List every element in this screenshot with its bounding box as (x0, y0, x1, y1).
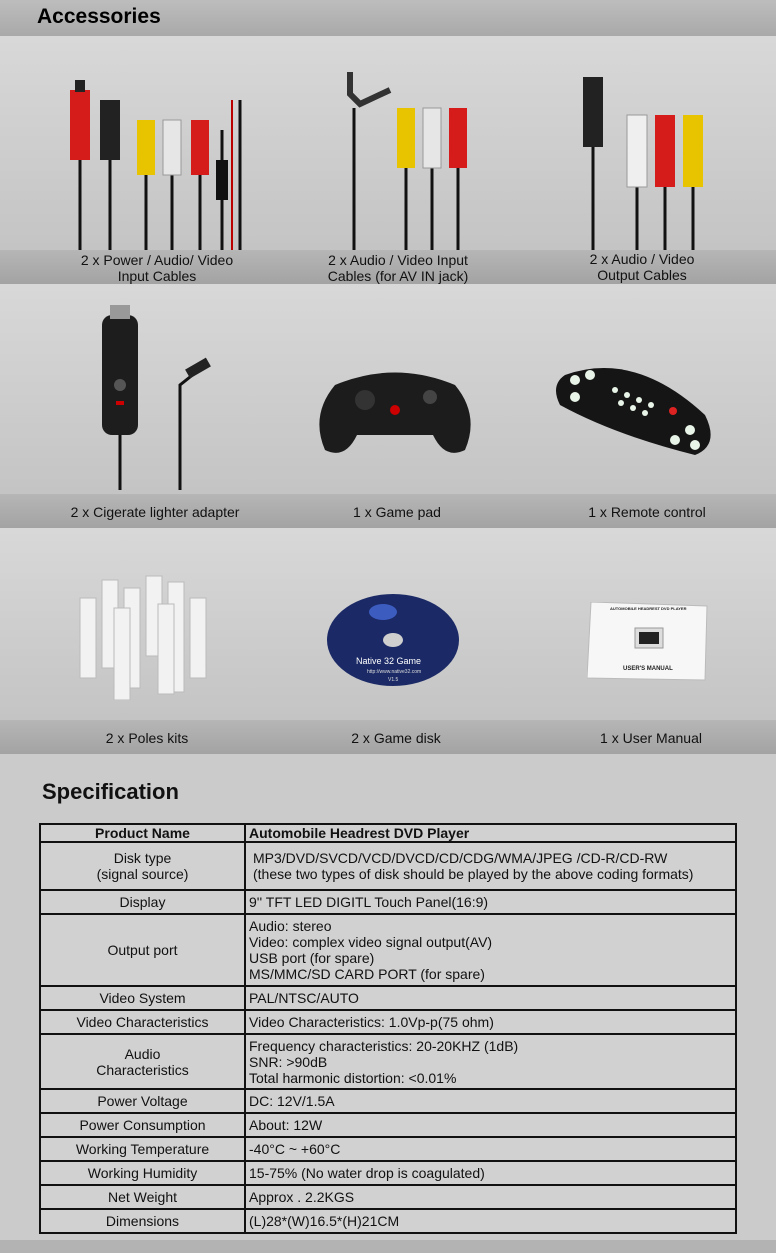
spec-key (40, 842, 245, 890)
caption-line: 2 x Game disk (351, 730, 441, 746)
accessories-title: Accessories (37, 5, 161, 28)
caption-line: 2 x Power / Audio/ Video (80, 252, 234, 268)
spec-value-line: MS/MMC/SD CARD PORT (for spare) (249, 966, 485, 982)
accessories-header (0, 0, 776, 36)
cigarette-adapter-image (90, 305, 220, 490)
bottom-band (0, 1240, 776, 1253)
game-disk-url: http://www.native32.com (367, 669, 422, 675)
spec-value-line: Frequency characteristics: 20-20KHZ (1dB) (249, 1037, 519, 1054)
caption-line: 2 x Poles kits (105, 730, 189, 746)
caption-av-output-cables (532, 251, 752, 283)
spec-row-product-name (40, 824, 736, 842)
power-av-cables-image (60, 70, 260, 250)
spec-value: 9'' TFT LED DIGITL Touch Panel(16:9) (245, 890, 736, 914)
av-input-cables-image (330, 68, 490, 250)
spec-value: -40°C ~ +60°C (245, 1137, 736, 1161)
spec-row-disk-type (40, 842, 736, 890)
spec-row-net-weight (40, 1185, 736, 1209)
spec-key: Power Voltage (40, 1089, 245, 1113)
spec-value: Approx . 2.2KGS (245, 1185, 736, 1209)
caption-line: Cables (for AV IN jack) (327, 268, 469, 284)
caption-line: 1 x Remote control (588, 504, 706, 520)
spec-value-line: Video: complex video signal output(AV) (249, 934, 493, 950)
game-pad-image (315, 355, 475, 460)
caption-line: 1 x User Manual (600, 730, 702, 746)
spec-value-line: MP3/DVD/SVCD/VCD/DVCD/CD/CDG/WMA/JPEG /CD-R/CD-RW (253, 850, 668, 866)
spec-key: Working Temperature (40, 1137, 245, 1161)
spec-value: 15-75% (No water drop is coagulated) (245, 1161, 736, 1185)
caption-cigarette-adapter (45, 504, 265, 520)
user-manual-footer: USER'S MANUAL (623, 666, 673, 672)
spec-key-line: Audio (124, 1045, 161, 1062)
spec-row-audio-characteristics (40, 1034, 736, 1089)
spec-row-dimensions (40, 1209, 736, 1233)
spec-value: DC: 12V/1.5A (245, 1089, 736, 1113)
caption-line: Output Cables (597, 267, 687, 283)
spec-key: Output port (40, 914, 245, 986)
spec-row-output-port (40, 914, 736, 986)
spec-row-video-characteristics (40, 1010, 736, 1034)
spec-row-power-voltage (40, 1089, 736, 1113)
spec-value (245, 842, 736, 890)
spec-key: Display (40, 890, 245, 914)
spec-value-line: (these two types of disk should be played by the above coding formats) (253, 866, 694, 882)
specification-table (39, 823, 737, 1234)
spec-row-working-humidity (40, 1161, 736, 1185)
spec-value (245, 914, 736, 986)
spec-value: PAL/NTSC/AUTO (245, 986, 736, 1010)
spec-row-display (40, 890, 736, 914)
spec-value-line: Total harmonic distortion: <0.01% (249, 1069, 457, 1086)
remote-control-image (555, 355, 720, 465)
caption-av-input-cables (288, 252, 508, 284)
caption-power-av-cables (47, 252, 267, 284)
spec-value-line: SNR: >90dB (249, 1053, 328, 1070)
caption-game-disk (286, 730, 506, 746)
spec-value: About: 12W (245, 1113, 736, 1137)
spec-key-line: (signal source) (96, 866, 189, 882)
spec-row-working-temperature (40, 1137, 736, 1161)
spec-key: Power Consumption (40, 1113, 245, 1137)
spec-key: Working Humidity (40, 1161, 245, 1185)
user-manual-header: AUTOMOBILE HEADREST DVD PLAYER (610, 606, 687, 611)
spec-key-line: Characteristics (96, 1061, 189, 1078)
spec-key: Net Weight (40, 1185, 245, 1209)
spec-value: Video Characteristics: 1.0Vp-p(75 ohm) (245, 1010, 736, 1034)
specification-title: Specification (42, 779, 179, 804)
spec-row-power-consumption (40, 1113, 736, 1137)
caption-remote-control (537, 504, 757, 520)
caption-line: 1 x Game pad (353, 504, 441, 520)
av-output-cables-image (575, 75, 715, 250)
spec-key: Product Name (40, 824, 245, 842)
caption-game-pad (287, 504, 507, 520)
spec-value-line: Audio: stereo (249, 918, 332, 934)
spec-value: Automobile Headrest DVD Player (245, 824, 736, 842)
game-disk-version: V1.5 (388, 677, 399, 683)
caption-line: 2 x Cigerate lighter adapter (70, 504, 240, 520)
caption-line: 2 x Audio / Video Input (328, 252, 468, 268)
game-disk-label: Native 32 Game (356, 656, 422, 666)
caption-user-manual (541, 730, 761, 746)
spec-key: Dimensions (40, 1209, 245, 1233)
caption-line: Input Cables (117, 268, 197, 284)
spec-key: Video System (40, 986, 245, 1010)
poles-kits-image (72, 568, 212, 700)
spec-key (40, 1034, 245, 1089)
spec-key: Video Characteristics (40, 1010, 245, 1034)
caption-poles-kits (37, 730, 257, 746)
caption-line: 2 x Audio / Video (589, 251, 695, 267)
spec-row-video-system (40, 986, 736, 1010)
spec-key-line: Disk type (113, 850, 172, 866)
spec-value-line: USB port (for spare) (249, 950, 375, 966)
spec-value (245, 1034, 736, 1089)
spec-value: (L)28*(W)16.5*(H)21CM (245, 1209, 736, 1233)
